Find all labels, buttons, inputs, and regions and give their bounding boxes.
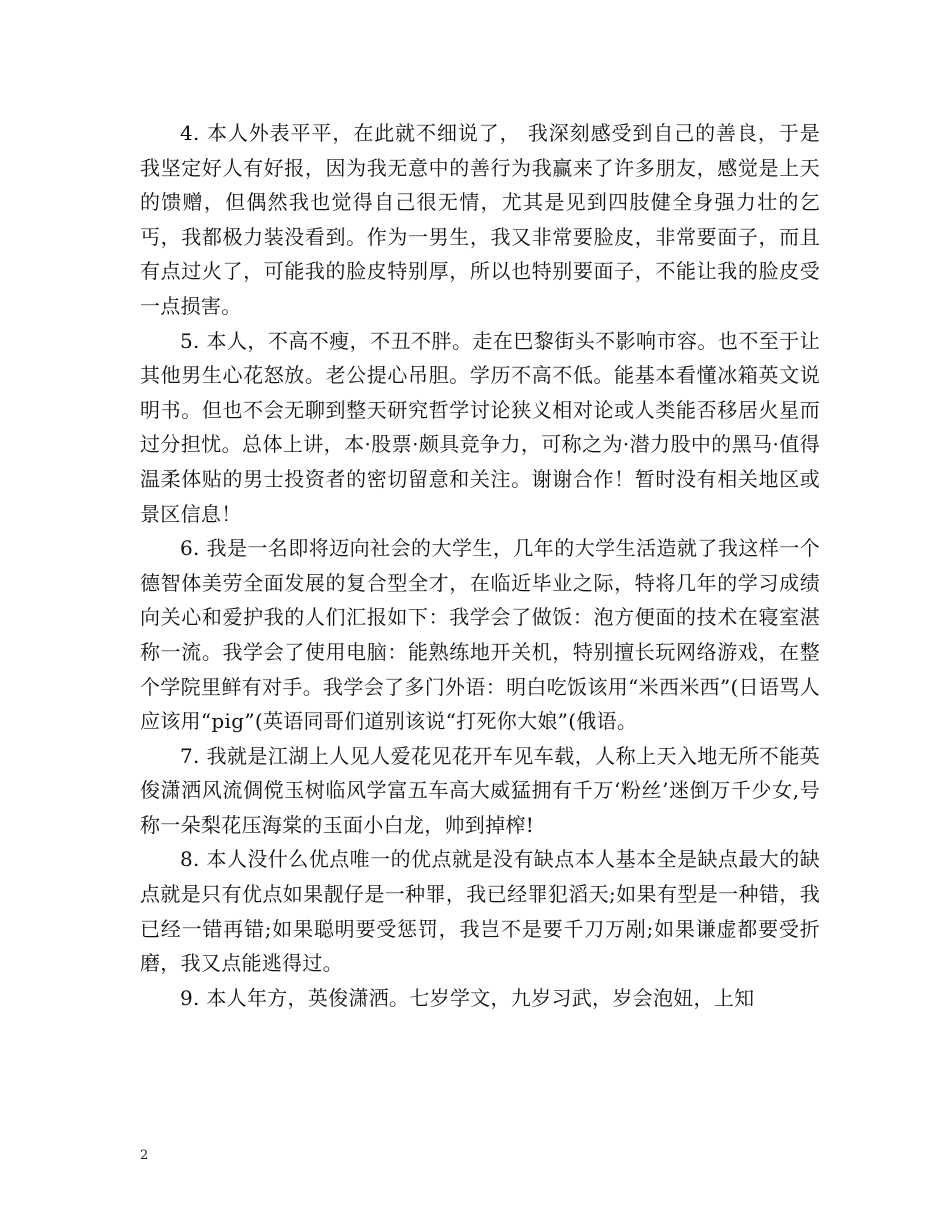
- paragraph-4: 4. 本人外表平平，在此就不细说了， 我深刻感受到自己的善良，于是我坚定好人有好报，因为我无意中的善行为我赢来了许多朋友，感觉是上天的馈赠，但偶然我也觉得自己很无情，尤其是见到四肢健全身强力壮的乞丐，我都极力装没看到。作为一男生，我又非常要脸皮，非常要面子，而且有点过火了，可能我的脸皮特别厚，所以也特别要面子，不能让我的脸皮受一点损害。: [140, 121, 820, 318]
- paragraph-7: 7. 我就是江湖上人见人爱花见花开车见车载，人称上天入地无所不能英俊潇洒风流倜傥玉树临风学富五车高大威猛拥有千万‘粉丝’迷倒万千少女,号称一朵梨花压海棠的玉面小白龙，帅到掉榨!: [140, 743, 820, 837]
- paragraph-9: 9. 本人年方，英俊潇洒。七岁学文，九岁习武，岁会泡妞，上知: [180, 985, 755, 1010]
- document-body: [140, 116, 820, 1015]
- paragraph-8: 8. 本人没什么优点唯一的优点就是没有缺点本人基本全是缺点最大的缺点就是只有优点如果靓仔是一种罪，我已经罪犯滔天;如果有型是一种错，我已经一错再错;如果聪明要受惩罚，我岂不是要千刀万剐;如果谦虚都要受折磨，我又点能逃得过。: [140, 847, 820, 976]
- paragraph-6: 6. 我是一名即将迈向社会的大学生，几年的大学生活造就了我这样一个德智体美劳全面发展的复合型全才，在临近毕业之际，特将几年的学习成绩向关心和爱护我的人们汇报如下：我学会了做饭：泡方便面的技术在寝室湛称一流。我学会了使用电脑：能熟练地开关机，特别擅长玩网络游戏，在整个学院里鲜有对手。我学会了多门外语：明白吃饭该用“米西米西”(日语骂人应该用“pig”(英语同哥们道别该说“打死你大娘”(俄语。: [140, 536, 820, 734]
- paragraph-5: 5. 本人，不高不瘦，不丑不胖。走在巴黎街头不影响市容。也不至于让其他男生心花怒放。老公提心吊胆。学历不高不低。能基本看懂冰箱英文说明书。但也不会无聊到整天研究哲学讨论狭义相对论或人类能否移居火星而过分担忧。总体上讲，本·股票·颇具竞争力，可称之为·潜力股中的黑马·值得温柔体贴的男士投资者的密切留意和关注。谢谢合作！暂时没有相关地区或景区信息！: [140, 328, 820, 526]
- page-number: 2: [140, 1148, 149, 1163]
